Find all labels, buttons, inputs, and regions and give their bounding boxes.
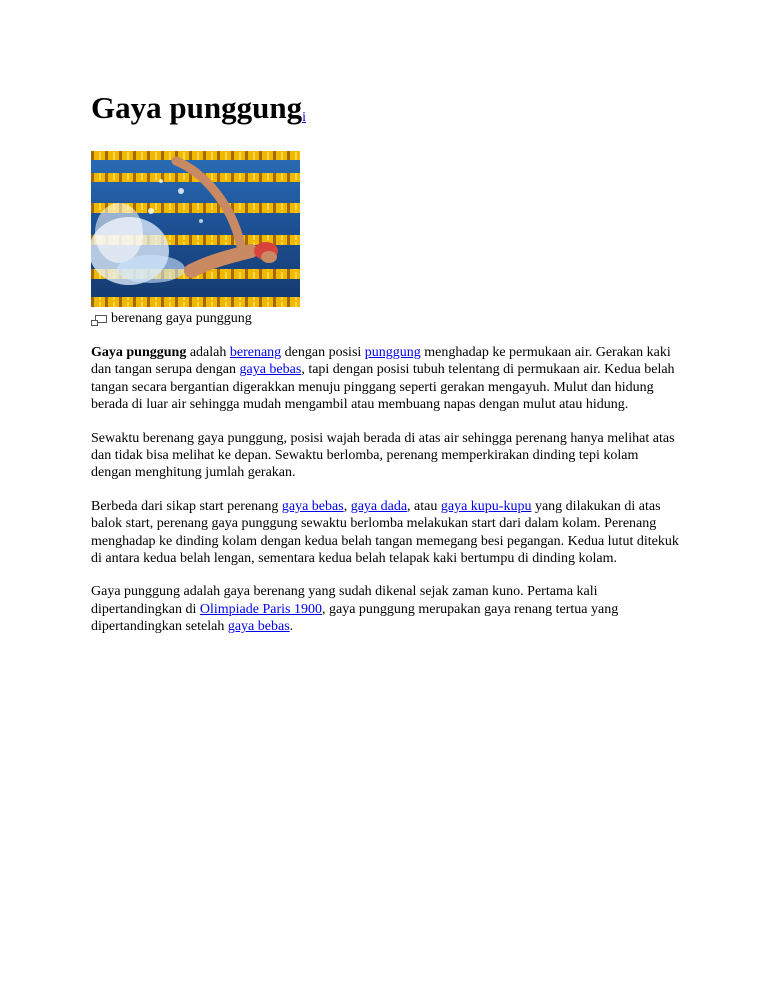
paragraph-text: menghadap ke permukaan air. Gerakan kaki dan tangan serupa dengan [91, 345, 671, 378]
article-body [91, 344, 691, 636]
paragraph [91, 344, 681, 414]
article-link[interactable]: Olimpiade Paris 1900 [199, 601, 322, 617]
article [91, 88, 691, 636]
paragraph-text: , tapi dengan posisi tubuh telentang di permukaan air. Kedua belah tangan secara bergantian digerakkan menuju pinggang seperti gerakan mengayuh. Mulut dan hidung berada di luar air sehingga mudah mengambil atau membuang napas dengan mulut atau hidung. [91, 362, 675, 413]
page-title [91, 88, 691, 138]
paragraph [91, 430, 681, 482]
image-caption-text: berenang gaya punggung [111, 311, 252, 326]
image-caption [91, 310, 691, 328]
article-link[interactable]: gaya bebas [281, 498, 344, 514]
article-link[interactable]: gaya kupu-kupu [440, 498, 532, 514]
paragraph-text: Sewaktu berenang gaya punggung, posisi wajah berada di atas air sehingga perenang hanya melihat atas dan tidak bisa melihat ke depan. Sewaktu berlomba, perenang memperkirakan dinding tepi kolam dengan menghitung jumlah gerakan. [91, 430, 675, 481]
backstroke-swimmer-image[interactable] [91, 151, 300, 307]
paragraph [91, 498, 681, 568]
paragraph-text: , atau [407, 498, 441, 514]
paragraph-text: yang dilakukan di atas balok start, perenang gaya punggung sewaktu berlomba melakukan start dari dalam kolam. Perenang menghadap ke dinding kolam dengan kedua belah tangan memegang besi pegangan. Kedua lutut ditekuk di antara kedua belah lengan, sementara kedua belah telapak kaki bertumpu di dinding kolam. [91, 498, 679, 567]
paragraph-text: Gaya punggung adalah gaya berenang yang sudah dikenal sejak zaman kuno. Pertama kali dipertandingkan di [91, 584, 598, 617]
paragraph-text: , [343, 498, 351, 514]
paragraph-text: . [289, 619, 294, 635]
article-link[interactable]: gaya bebas [227, 619, 290, 635]
article-link[interactable]: berenang [229, 345, 282, 360]
paragraph-text: adalah [186, 345, 230, 360]
paragraph [91, 583, 681, 635]
paragraph-text: , gaya punggung merupakan gaya renang tertua yang dipertandingkan setelah [91, 601, 619, 635]
swimmer-photo [91, 151, 300, 307]
article-link[interactable]: punggung [364, 345, 421, 360]
title-info-link[interactable]: i [302, 110, 306, 125]
bold-term: Gaya punggung [91, 345, 187, 360]
article-link[interactable]: gaya bebas [239, 362, 302, 378]
paragraph-text: dengan posisi [281, 345, 365, 360]
page-title-text: Gaya punggung [91, 90, 303, 125]
article-link[interactable]: gaya dada [350, 498, 408, 514]
enlarge-icon[interactable] [91, 314, 107, 325]
paragraph-text: Berbeda dari sikap start perenang [91, 498, 282, 514]
